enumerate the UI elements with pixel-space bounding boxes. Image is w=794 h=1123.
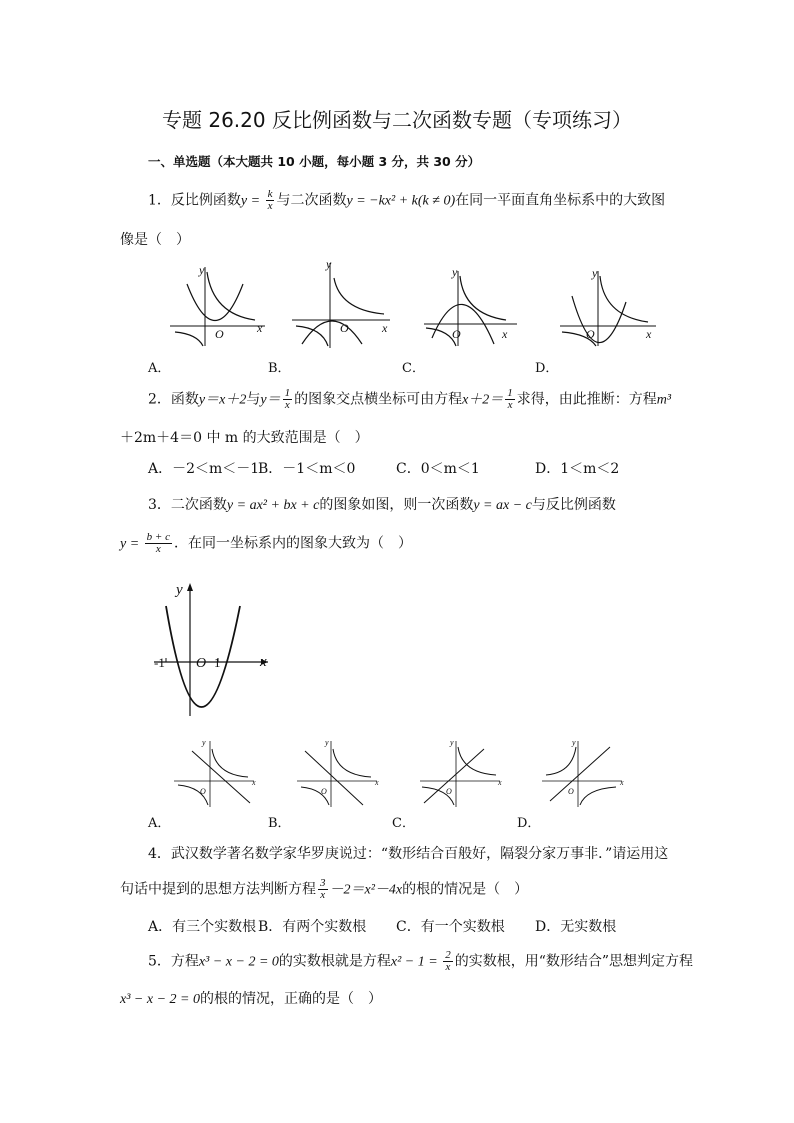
q3-text-4: ．在同一坐标系内的图象大致为（ ）: [173, 535, 412, 552]
q2-text-a: 2．函数: [148, 391, 199, 408]
q1-fraction: [266, 189, 275, 212]
q3-option-b: B．: [268, 816, 291, 831]
q1-frac-num: k: [267, 188, 273, 200]
q3c-y-label: y: [450, 738, 454, 747]
q1-math-1: y =: [240, 193, 264, 209]
q3d-x-label: x: [620, 778, 624, 787]
q1-graph-b: [290, 258, 395, 350]
q3b-origin-label: O: [321, 787, 327, 796]
q4-frac-num: 3: [320, 877, 326, 889]
q1c-x-label: x: [502, 327, 508, 341]
q1-graph-a: [165, 262, 270, 347]
q3-math-3: y =: [120, 536, 143, 552]
q3-text-3: 与反比例函数: [531, 497, 616, 513]
q1-graph-d: [558, 266, 663, 348]
q4-fraction: [318, 878, 328, 901]
q1-math-2: y = −kx² + k(k ≠ 0): [346, 193, 456, 209]
q1d-y-label: y: [592, 266, 598, 280]
q3-math-1: y = ax² + bx + c: [226, 498, 320, 513]
q3-option-a: A．: [148, 816, 171, 831]
q3-option-c: C．: [392, 816, 415, 831]
question-5-line-1: [148, 950, 693, 973]
q4-frac-den: x: [320, 889, 326, 901]
q1-option-c: C．: [402, 361, 425, 376]
q1d-origin-label: O: [586, 327, 595, 341]
q2-text-d: 求得，由此推断：方程: [516, 391, 657, 408]
q1-option-b: B．: [268, 361, 291, 376]
q2-frac2-den: x: [507, 399, 513, 411]
q5-text-2: 的实数根就是方程: [278, 953, 391, 970]
q3a-x-label: x: [252, 778, 256, 787]
q3d-origin-label: O: [568, 787, 574, 796]
q2-frac2-num: 1: [507, 387, 513, 399]
q3-x-label: x: [260, 654, 267, 670]
q3-tick-1: 1: [214, 655, 221, 670]
q5-text-4: 的根的情况，正确的是（ ）: [199, 991, 382, 1007]
question-2-line-2: ＋2m＋4＝0 中 m 的大致范围是（ ）: [120, 430, 369, 446]
q4-text-a: 句话中提到的思想方法判断方程: [120, 881, 316, 898]
q1a-x-label: x: [257, 321, 263, 335]
q2-math-4: m³: [656, 392, 672, 408]
q1c-y-label: y: [452, 265, 458, 279]
q1b-y-label: y: [326, 257, 332, 271]
q1a-origin-label: O: [215, 327, 224, 341]
q3c-origin-label: O: [446, 787, 452, 796]
q3-graph-d: [540, 737, 630, 807]
q4-option-a: A．有三个实数根: [148, 919, 257, 935]
question-3-line-1: [148, 494, 616, 514]
q3d-y-label: y: [572, 738, 576, 747]
q3b-x-label: x: [375, 778, 379, 787]
question-2-line-1: [148, 388, 671, 411]
q3-tick-neg1: -1: [154, 655, 165, 670]
q4-option-c: C．有一个实数根: [396, 919, 505, 935]
q1a-y-label: y: [199, 263, 205, 277]
q2-text-c: 的图象交点横坐标可由方程: [294, 391, 463, 408]
q3c-x-label: x: [498, 778, 502, 787]
q5-frac-den: x: [445, 961, 451, 973]
q1-text-2: 与二次函数: [276, 192, 347, 209]
q1-option-a: A．: [148, 361, 171, 376]
q1-option-d: D．: [535, 361, 559, 376]
q3-frac-den: x: [155, 543, 161, 555]
q3-graph-b: [295, 737, 385, 807]
q3-text-2: 的图象如图，则一次函数: [319, 497, 474, 513]
question-3-line-2: [120, 532, 412, 555]
q1-text-3: 在同一平面直角坐标系中的大致图: [455, 192, 666, 209]
q3-math-2: y = ax − c: [473, 498, 532, 513]
q2-option-d: D．1＜m＜2: [535, 461, 620, 477]
q1b-origin-label: O: [340, 321, 349, 335]
q1b-x-label: x: [382, 321, 388, 335]
q1c-origin-label: O: [452, 327, 461, 341]
q4-option-b: B．有两个实数根: [258, 919, 367, 935]
q5-frac-num: 2: [445, 949, 451, 961]
section-heading: 一、单选题（本大题共 10 小题，每小题 3 分，共 30 分）: [148, 154, 481, 169]
q3a-origin-label: O: [200, 787, 206, 796]
q3b-y-label: y: [325, 738, 329, 747]
q2-math-3: x＋2＝: [462, 392, 504, 408]
q5-fraction: [443, 950, 453, 973]
q2-fraction-1: [283, 388, 293, 411]
q5-text-1: 5．方程: [148, 953, 199, 970]
q3-parabola-graph: [150, 578, 280, 720]
q2-frac1-den: x: [284, 399, 290, 411]
q5-math-3: x³ − x − 2 = 0: [120, 992, 200, 1007]
question-5-line-2: [120, 988, 382, 1008]
q4-math: －2＝x²－4x: [329, 882, 403, 898]
q1d-x-label: x: [646, 327, 652, 341]
q3-option-d: D．: [517, 816, 541, 831]
question-1-line-2: 像是（ ）: [120, 232, 190, 248]
page-title: 专题 26.20 反比例函数与二次函数专题（专项练习）: [162, 108, 632, 132]
question-4-line-1: 4．武汉数学著名数学家华罗庚说过：“数形结合百般好，隔裂分家万事非．”请运用这: [148, 846, 669, 862]
q2-option-c: C．0＜m＜1: [396, 461, 480, 477]
q3-graph-c: [418, 737, 508, 807]
question-4-line-2: [120, 878, 528, 901]
q2-frac1-num: 1: [284, 387, 291, 399]
q3-text-1: 3．二次函数: [148, 497, 227, 513]
q2-option-b: B．－1＜m＜0: [258, 461, 356, 477]
q3-origin-label: O: [196, 656, 207, 671]
q1-text-1: 反比例函数: [170, 192, 241, 209]
q1-frac-den: x: [267, 200, 273, 212]
q5-math-2: x² − 1 =: [390, 954, 442, 970]
q2-fraction-2: [505, 388, 515, 411]
q2-text-b: 与: [246, 391, 261, 408]
q1-graph-c: [422, 266, 522, 348]
q3-fraction: [145, 532, 172, 555]
q3-y-label: y: [176, 582, 183, 598]
q3-graph-a: [172, 737, 262, 807]
q4-option-d: D．无实数根: [535, 919, 617, 935]
q3-frac-num: b + c: [146, 531, 170, 543]
q2-math-1: y＝x＋2: [198, 392, 247, 408]
q3a-y-label: y: [202, 738, 206, 747]
question-1-line-1: [148, 189, 665, 212]
q2-option-a: A．－2＜m＜－1: [148, 461, 260, 477]
q5-text-3: 的实数根，用“数形结合”思想判定方程: [454, 953, 694, 970]
q2-math-2: y＝: [260, 392, 281, 408]
q1-number: 1．: [148, 192, 171, 209]
q4-text-b: 的根的情况是（ ）: [402, 881, 529, 898]
q5-math-1: x³ − x − 2 = 0: [198, 954, 279, 970]
